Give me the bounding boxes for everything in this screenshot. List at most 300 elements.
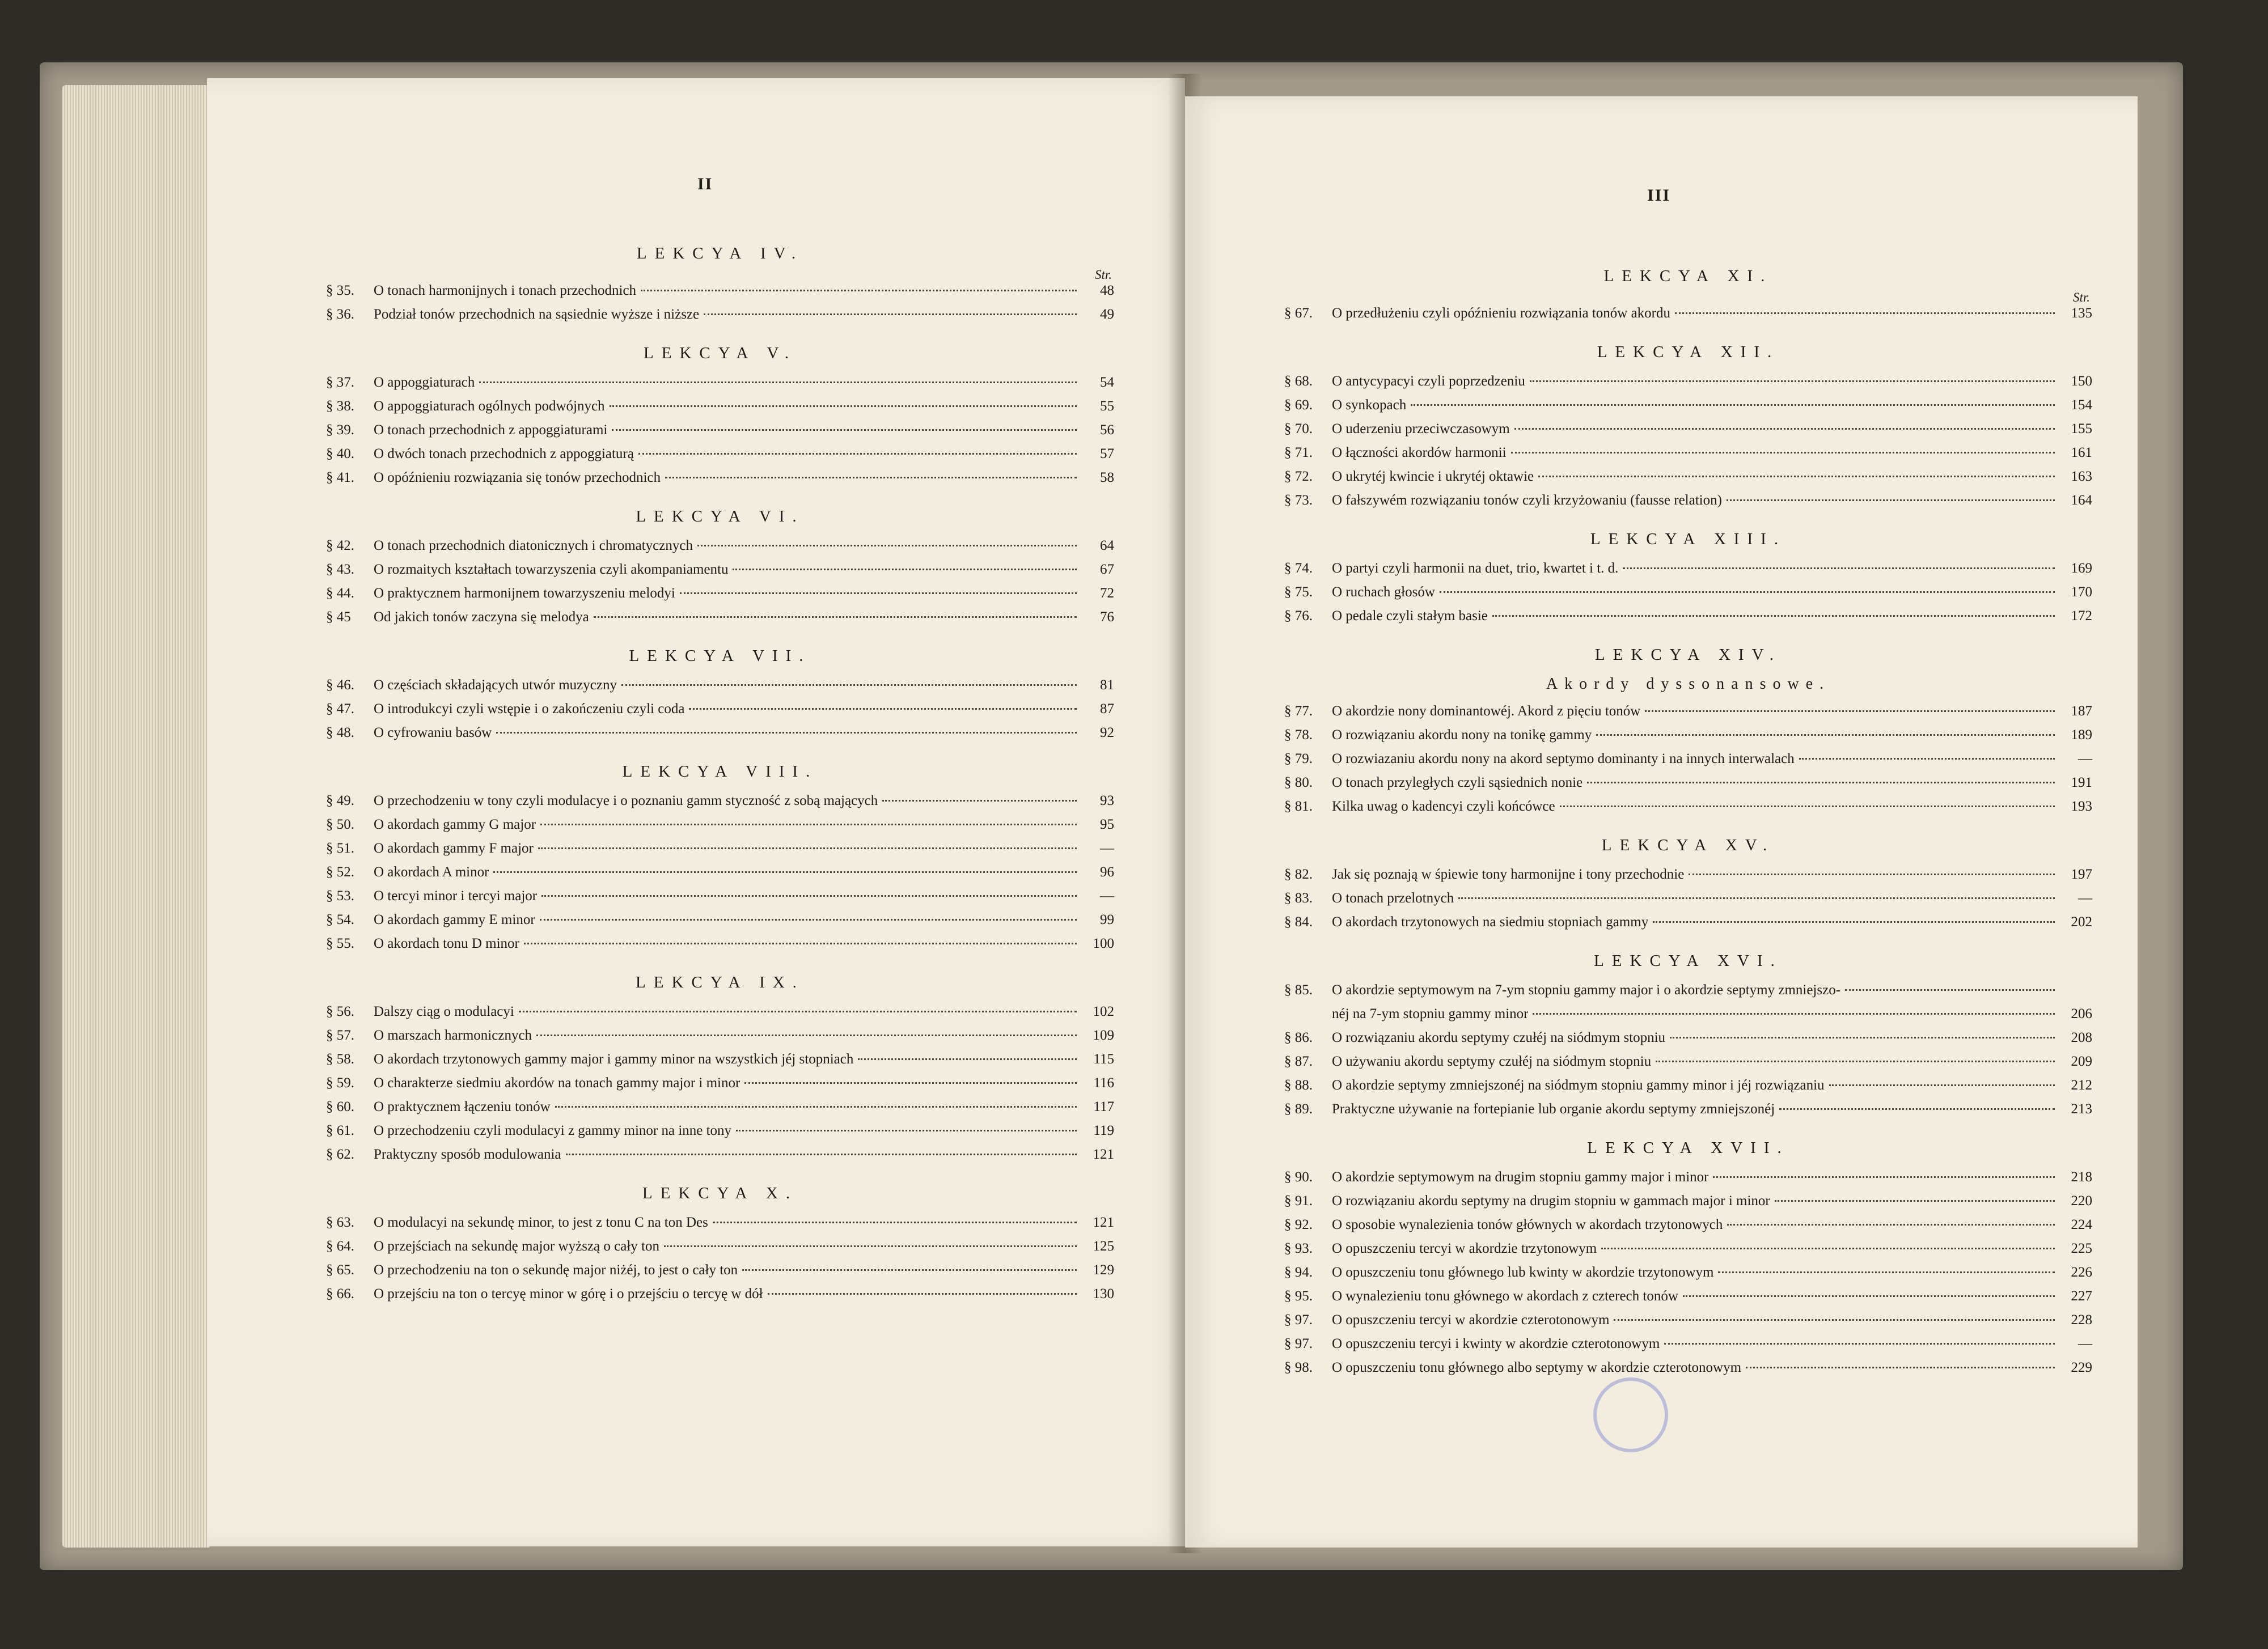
dot-leader [1675,312,2055,314]
section-number: § 42. [326,538,354,553]
section-number: § 40. [326,446,354,461]
section-number: § 51. [326,841,354,856]
toc-entry[interactable] [1284,417,2092,441]
dot-leader [733,569,1077,570]
dot-leader [566,1154,1077,1155]
entry-title: O częściach składających utwór muzyczny [374,677,617,693]
toc-entry[interactable] [326,279,1114,303]
entry-title: O rozwiązaniu akordu nony na tonikę gammy [1332,727,1592,743]
toc-entry[interactable] [326,1000,1114,1024]
lesson-heading: LEKCYA XV. [1601,836,1775,854]
lesson-heading: LEKCYA IV. [636,244,804,262]
entry-title: O wynalezieniu tonu głównego w akordach z czterech tonów [1332,1288,1678,1304]
toc-entry[interactable] [326,1024,1114,1048]
page-ref: — [2078,751,2092,766]
dot-leader [524,943,1077,944]
dot-leader [1664,1343,2055,1345]
page-ref: 92 [1100,725,1114,740]
dot-leader [736,1130,1077,1131]
dot-leader [768,1293,1077,1295]
section-number: § 85. [1284,982,1313,998]
page-ref: 135 [2071,306,2092,321]
entry-title: O tonach przechodnich z appoggiaturami [374,422,608,438]
entry-title: O uderzeniu przeciwczasowym [1332,421,1510,436]
dot-leader [641,290,1077,291]
section-number: § 60. [326,1099,354,1114]
entry-title: O opóźnieniu rozwiązania się tonów przechodnich [374,470,661,485]
dot-leader [519,1011,1077,1012]
page-ref: 220 [2071,1193,2092,1209]
entry-title: O ukrytéj kwincie i ukrytéj oktawie [1332,469,1534,484]
entry-title: O opuszczeniu tonu głównego albo septymy w akordzie czterotonowym [1332,1360,1742,1375]
section-number: § 71. [1284,445,1313,460]
page-ref: 93 [1100,793,1114,808]
toc-entry[interactable] [1284,489,2092,512]
entry-title: O dwóch tonach przechodnich z appoggiaturą [374,446,634,461]
dot-leader [744,1082,1077,1084]
toc-entry[interactable] [1284,1050,2092,1074]
toc-entry[interactable] [326,673,1114,697]
toc-entry[interactable] [326,418,1114,442]
dot-leader [1775,1200,2055,1202]
page-ref: 213 [2071,1101,2092,1117]
entry-title: O praktycznem łączeniu tonów [374,1099,551,1114]
section-number: § 87. [1284,1054,1313,1069]
lesson-heading: LEKCYA VII. [629,647,811,665]
page-ref: 121 [1093,1215,1114,1230]
entry-title: O łączności akordów harmonii [1332,445,1507,460]
dot-leader [713,1222,1077,1223]
page-ref: 130 [1093,1286,1114,1302]
toc-entry[interactable] [326,303,1114,327]
toc-entry[interactable] [1284,1237,2092,1261]
page-ref: 212 [2071,1078,2092,1093]
dot-leader [1587,782,2055,783]
toc-entry[interactable] [326,558,1114,582]
toc-entry[interactable] [326,1071,1114,1095]
dot-leader [1596,734,2055,736]
dot-leader [493,871,1077,873]
dot-leader [1718,1271,2055,1273]
dot-leader [538,847,1077,849]
toc-entry[interactable] [1284,1002,2092,1026]
toc-entry[interactable] [326,721,1114,745]
section-number: § 69. [1284,397,1313,413]
page-ref: — [2078,1336,2092,1351]
entry-title: O synkopach [1332,397,1407,413]
entry-title: O akordach trzytonowych gammy major i gammy minor na wszystkich jéj stopniach [374,1052,854,1067]
dot-leader [1727,1224,2055,1226]
page-ref: 87 [1100,701,1114,717]
dot-leader [1670,1037,2055,1038]
entry-title: Od jakich tonów zaczyna się melodya [374,609,589,625]
left-toc [326,227,1114,1306]
section-number: § 76. [1284,608,1313,624]
entry-title: Praktyczne używanie na fortepianie lub organie akordu septymy zmniejszonéj [1332,1101,1775,1117]
page-ref: 55 [1100,399,1114,414]
toc-entry[interactable] [326,932,1114,956]
section-number: § 91. [1284,1193,1313,1209]
toc-entry[interactable] [1284,1074,2092,1097]
entry-title: O akordach gammy F major [374,841,534,856]
lesson-subtitle: Akordy dyssonansowe. [1546,675,1831,693]
lesson-heading: LEKCYA XIII. [1590,530,1787,548]
toc-entry[interactable] [1284,700,2092,723]
page-ref: 154 [2071,397,2092,413]
toc-entry[interactable] [326,1143,1114,1167]
section-number: § 46. [326,677,354,693]
toc-entry[interactable] [326,789,1114,813]
entry-title: O modulacyi na sekundę minor, to jest z tonu C na ton Des [374,1215,708,1230]
page-ref: — [1100,888,1114,904]
section-number: § 57. [326,1028,354,1043]
dot-leader [1656,1061,2055,1062]
dot-leader [697,545,1077,546]
toc-entry[interactable] [1284,1285,2092,1308]
toc-entry[interactable] [326,813,1114,837]
dot-leader [540,824,1077,825]
entry-title: O akordach tonu D minor [374,936,519,951]
toc-entry[interactable] [326,1119,1114,1143]
section-number: § 81. [1284,799,1313,814]
section-number: § 89. [1284,1101,1313,1117]
toc-entry[interactable] [1284,370,2092,393]
section-number: § 36. [326,307,354,322]
dot-leader [1411,404,2055,406]
toc-entry[interactable] [326,466,1114,490]
section-number: § 43. [326,562,354,577]
section-number: § 35. [326,283,354,298]
toc-entry[interactable] [326,1258,1114,1282]
lesson-heading: LEKCYA V. [644,344,797,362]
section-number: § 75. [1284,584,1313,600]
section-number: § 53. [326,888,354,904]
dot-leader [1492,615,2055,617]
toc-entry[interactable] [1284,1026,2092,1050]
section-number: § 94. [1284,1265,1313,1280]
section-number: § 82. [1284,867,1313,882]
toc-entry[interactable] [1284,441,2092,465]
toc-entry[interactable] [326,1211,1114,1235]
dot-leader [1845,989,2055,991]
section-number: § 72. [1284,469,1313,484]
toc-entry[interactable] [326,442,1114,466]
toc-entry[interactable] [1284,1332,2092,1356]
toc-entry[interactable] [1284,771,2092,795]
toc-entry[interactable] [326,860,1114,884]
toc-entry[interactable] [1284,302,2092,325]
entry-title: O antycypacyi czyli poprzedzeniu [1332,374,1525,389]
dot-leader [1799,758,2055,760]
page-ref: 125 [1093,1239,1114,1254]
section-number: § 73. [1284,493,1313,508]
page-ref: 218 [2071,1169,2092,1185]
entry-title: O przejściach na sekundę major wyższą o cały ton [374,1239,659,1254]
toc-entry[interactable] [1284,1356,2092,1380]
page-ref: 155 [2071,421,2092,436]
dot-leader [612,429,1077,431]
section-number: § 70. [1284,421,1313,436]
section-number: § 92. [1284,1217,1313,1232]
page-ref: 129 [1093,1262,1114,1278]
toc-entry[interactable] [326,908,1114,932]
lesson-heading: LEKCYA IX. [636,973,805,991]
toc-entry[interactable] [326,1048,1114,1071]
section-number: § 98. [1284,1360,1313,1375]
toc-entry[interactable] [1284,978,2092,1002]
section-number: § 38. [326,399,354,414]
section-number: § 93. [1284,1241,1313,1256]
lesson-heading: LEKCYA XII. [1597,343,1780,361]
entry-title: O sposobie wynalezienia tonów głównych w akordach trzytonowych [1332,1217,1723,1232]
page-column-label: Str. [1094,268,1112,282]
toc-entry[interactable] [326,582,1114,605]
page-ref: 224 [2071,1217,2092,1232]
toc-entry[interactable] [326,534,1114,558]
dot-leader [1530,380,2055,382]
entry-title: Podział tonów przechodnich na sąsiednie wyższe i niższe [374,307,700,322]
section-number: § 50. [326,817,354,832]
toc-entry[interactable] [1284,1308,2092,1332]
dot-leader [1713,1176,2055,1178]
section-number: § 80. [1284,775,1313,790]
section-number: § 59. [326,1075,354,1091]
section-number: § 64. [326,1239,354,1254]
toc-entry[interactable] [1284,723,2092,747]
page-ref: 64 [1100,538,1114,553]
section-number: § 39. [326,422,354,438]
page-ref: 161 [2071,445,2092,460]
page-ref: 206 [2071,1006,2092,1021]
page-edges [62,85,210,1548]
entry-title: O pedale czyli stałym basie [1332,608,1488,624]
section-number: § 44. [326,586,354,601]
entry-title: O cyfrowaniu basów [374,725,492,740]
toc-entry[interactable] [326,1282,1114,1306]
page-ref: 150 [2071,374,2092,389]
entry-title: O introdukcyi czyli wstępie i o zakończeniu czyli coda [374,701,685,717]
entry-title: O tonach przyległych czyli sąsiednich nonie [1332,775,1583,790]
section-number: § 62. [326,1147,354,1162]
entry-title: O appoggiaturach [374,375,475,390]
dot-leader [1779,1108,2055,1110]
dot-leader [536,1035,1077,1036]
section-number: § 37. [326,375,354,390]
page-ref: — [1100,841,1114,856]
dot-leader [1829,1084,2055,1086]
page-ref: 121 [1093,1147,1114,1162]
dot-leader [1560,806,2055,807]
section-number: § 48. [326,725,354,740]
section-number: § 97. [1284,1312,1313,1328]
section-number: § 49. [326,793,354,808]
section-number: § 63. [326,1215,354,1230]
entry-title: Dalszy ciąg o modulacyi [374,1004,514,1019]
section-number: § 55. [326,936,354,951]
page-ref: 187 [2071,703,2092,719]
lesson-heading: LEKCYA VI. [636,507,805,525]
page-ref: 54 [1100,375,1114,390]
dot-leader [1601,1248,2055,1249]
toc-entry[interactable] [1284,863,2092,887]
page-ref: 48 [1100,283,1114,298]
section-number: § 84. [1284,914,1313,930]
dot-leader [540,919,1077,921]
page-ref: 58 [1100,470,1114,485]
lesson-heading: LEKCYA XVI. [1594,952,1783,970]
page-ref: 109 [1093,1028,1114,1043]
page-ref: 100 [1093,936,1114,951]
page-ref: 116 [1093,1075,1114,1091]
toc-entry[interactable] [1284,557,2092,580]
toc-entry[interactable] [1284,887,2092,910]
page-ref: 169 [2071,561,2092,576]
entry-title: O przechodzeniu czyli modulacyi z gammy minor na inne tony [374,1123,732,1138]
section-number: § 90. [1284,1169,1313,1185]
toc-entry[interactable] [1284,1189,2092,1213]
entry-title: O tonach przechodnich diatonicznych i chromatycznych [374,538,693,553]
section-number: § 45 [326,609,351,625]
toc-entry[interactable] [1284,1097,2092,1121]
section-number: § 52. [326,864,354,880]
section-number: § 47. [326,701,354,717]
dot-leader [1440,591,2055,593]
toc-entry[interactable] [1284,1261,2092,1285]
entry-title: O tonach harmonijnych i tonach przechodnich [374,283,637,298]
entry-title: O przechodzeniu na ton o sekundę major niżéj, to jest o cały ton [374,1262,738,1278]
dot-leader [858,1058,1077,1060]
dot-leader [664,1245,1077,1247]
dot-leader [1727,499,2055,501]
toc-entry[interactable] [1284,910,2092,934]
dot-leader [1689,874,2055,875]
section-number: § 54. [326,912,354,927]
section-number: § 67. [1284,306,1313,321]
section-number: § 86. [1284,1030,1313,1045]
entry-title: O partyi czyli harmonii na duet, trio, kwartet i t. d. [1332,561,1619,576]
dot-leader [1514,428,2055,430]
entry-title: O akordzie nony dominantowéj. Akord z pięciu tonów [1332,703,1641,719]
page-ref: 115 [1093,1052,1114,1067]
toc-entry[interactable] [326,605,1114,629]
entry-title: O akordach gammy E minor [374,912,535,927]
toc-entry[interactable] [1284,795,2092,819]
dot-leader [479,381,1077,383]
entry-title: Jak się poznają w śpiewie tony harmonijne i tony przechodnie [1332,867,1685,882]
entry-title: O używaniu akordu septymy czułéj na siódmym stopniu [1332,1054,1652,1069]
toc-entry[interactable] [1284,393,2092,417]
page-ref: 119 [1093,1123,1114,1138]
page-ref: 225 [2071,1241,2092,1256]
entry-title: O opuszczeniu tercyi w akordzie czterotonowym [1332,1312,1610,1328]
toc-entry[interactable] [1284,1213,2092,1237]
entry-title: O akordach trzytonowych na siedmiu stopniach gammy [1332,914,1649,930]
section-number: § 74. [1284,561,1313,576]
toc-entry[interactable] [326,837,1114,860]
page-ref: 56 [1100,422,1114,438]
toc-entry[interactable] [1284,580,2092,604]
toc-entry[interactable] [1284,604,2092,628]
entry-title: O akordzie septymy zmniejszonéj na siódmym stopniu gammy minor i jéj rozwiązaniu [1332,1078,1825,1093]
lesson-heading: LEKCYA XI. [1603,267,1773,285]
section-number: § 66. [326,1286,354,1302]
entry-title: O przedłużeniu czyli opóźnieniu rozwiązania tonów akordu [1332,306,1670,321]
lesson-heading: LEKCYA VIII. [622,762,818,781]
section-number: § 95. [1284,1288,1313,1304]
toc-entry[interactable] [1284,465,2092,489]
page-ref: 202 [2071,914,2092,930]
entry-title: O marszach harmonicznych [374,1028,532,1043]
page-ref: 191 [2071,775,2092,790]
dot-leader [1683,1295,2055,1297]
entry-title: Kilka uwag o kadencyi czyli końcówce [1332,799,1555,814]
page-ref: 227 [2071,1288,2092,1304]
toc-entry[interactable] [326,371,1114,395]
page-ref: — [2078,891,2092,906]
dot-leader [704,313,1077,315]
dot-leader [1458,897,2055,899]
page-ref: 67 [1100,562,1114,577]
lesson-heading: LEKCYA X. [642,1184,798,1202]
section-number: § 56. [326,1004,354,1019]
entry-title: O akordach gammy G major [374,817,536,832]
page-ref: 170 [2071,584,2092,600]
dot-leader [1623,567,2055,569]
dot-leader [594,616,1077,618]
section-number: § 65. [326,1262,354,1278]
page-ref: 164 [2071,493,2092,508]
entry-title: néj na 7-ym stopniu gammy minor [1332,1006,1529,1021]
entry-title: O tercyi minor i tercyi major [374,888,538,904]
entry-title: O akordzie septymowym na 7-ym stopniu gammy major i o akordzie septymy zmniejszo- [1332,982,1841,998]
toc-entry[interactable] [1284,747,2092,771]
page-ref: 49 [1100,307,1114,322]
entry-title: O przejściu na ton o tercyę minor w górę i o przejściu o tercyę w dół [374,1286,763,1302]
entry-title: O przechodzeniu w tony czyli modulacye i o poznaniu gamm styczność z sobą mających [374,793,878,808]
dot-leader [1645,710,2055,712]
toc-entry[interactable] [326,1235,1114,1258]
toc-entry[interactable] [326,395,1114,418]
toc-entry[interactable] [326,1095,1114,1119]
section-number: § 68. [1284,374,1313,389]
page-ref: 99 [1100,912,1114,927]
section-number: § 79. [1284,751,1313,766]
dot-leader [1533,1013,2055,1015]
dot-leader [882,800,1077,802]
section-number: § 88. [1284,1078,1313,1093]
toc-entry[interactable] [1284,1165,2092,1189]
dot-leader [680,592,1077,594]
entry-title: Praktyczny sposób modulowania [374,1147,561,1162]
dot-leader [665,477,1077,478]
dot-leader [1511,452,2055,453]
lesson-heading: LEKCYA XIV. [1594,646,1782,664]
page-ref: 163 [2071,469,2092,484]
page-ref: 95 [1100,817,1114,832]
entry-title: O akordach A minor [374,864,489,880]
page-ref: 81 [1100,677,1114,693]
dot-leader [1614,1319,2055,1321]
section-number: § 78. [1284,727,1313,743]
page-ref: 197 [2071,867,2092,882]
entry-title: O rozmaitych kształtach towarzyszenia czyli akompaniamentu [374,562,729,577]
toc-entry[interactable] [326,884,1114,908]
dot-leader [541,895,1077,897]
page-ref: 96 [1100,864,1114,880]
page-ref: 209 [2071,1054,2092,1069]
dot-leader [638,453,1077,455]
toc-entry[interactable] [326,697,1114,721]
